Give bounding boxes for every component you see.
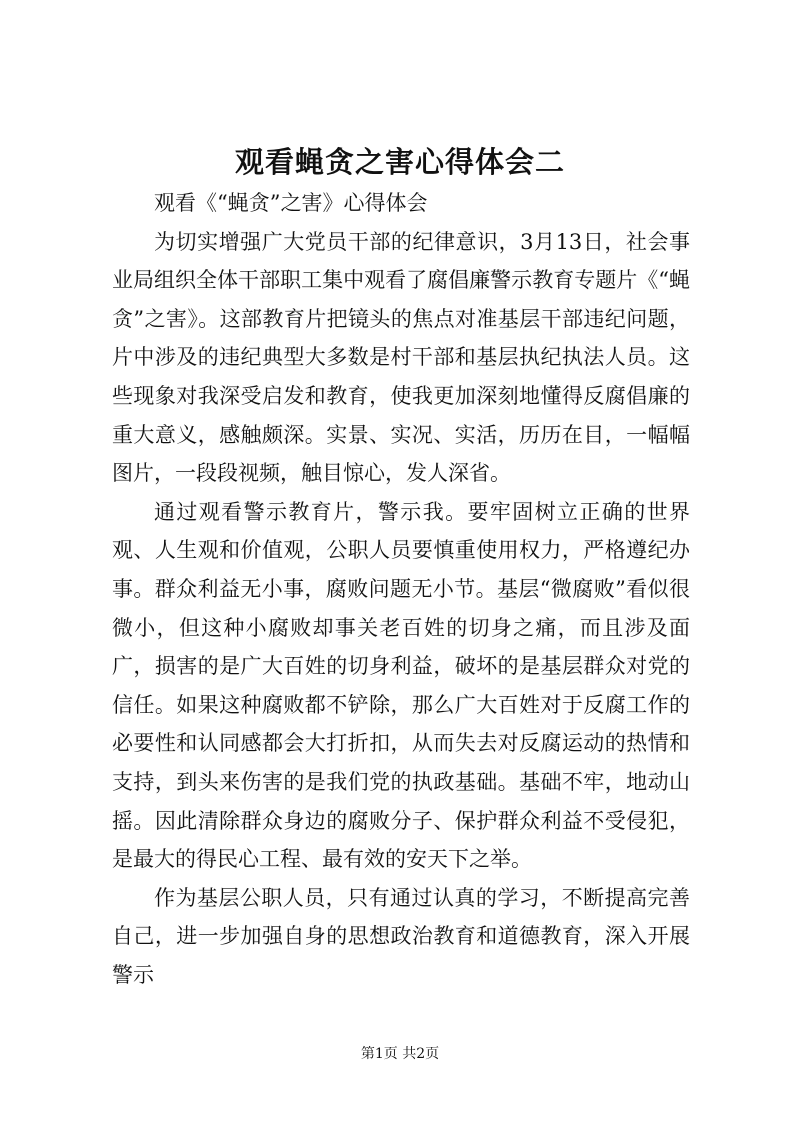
body-paragraph: 通过观看警示教育片，警示我。要牢固树立正确的世界观、人生观和价值观，公职人员要慎重使用权力，严格遵纪办事。群众利益无小事，腐败问题无小节。基层“微腐败”看似很微小，但这种小腐败却事关老百姓的切身之痛，而且涉及面广，损害的是广大百姓的切身利益，破坏的是基层群众对党的信任。如果这种腐败都不铲除，那么广大百姓对于反腐工作的必要性和认同感都会大打折扣，从而失去对反腐运动的热情和支持，到头来伤害的是我们党的执政基础。基础不牢，地动山摇。因此清除群众身边的腐败分子、保护群众利益不受侵犯，是最大的得民心工程、最有效的安天下之举。 xyxy=(112,499,690,872)
body-paragraph: 作为基层公职人员，只有通过认真的学习，不断提高完善自己，进一步加强自身的思想政治教育和道德教育，深入开展警示 xyxy=(112,885,690,987)
document-title: 观看蝇贪之害心得体会二 xyxy=(234,145,565,179)
page-number: 第1页 共2页 xyxy=(360,1046,440,1062)
subtitle-paragraph: 观看《“蝇贪”之害》心得体会 xyxy=(154,191,428,215)
document-body xyxy=(112,184,690,994)
body-paragraph: 为切实增强广大党员干部的纪律意识，3月13日，社会事业局组织全体干部职工集中观看了腐倡廉警示教育专题片《“蝇贪”之害》。这部教育片把镜头的焦点对准基层干部违纪问题，片中涉及的违纪典型大多数是村干部和基层执纪执法人员。这些现象对我深受启发和教育，使我更加深刻地懂得反腐倡廉的重大意义，感触颇深。实景、实况、实活，历历在目，一幅幅图片，一段段视频，触目惊心，发人深省。 xyxy=(112,229,690,486)
